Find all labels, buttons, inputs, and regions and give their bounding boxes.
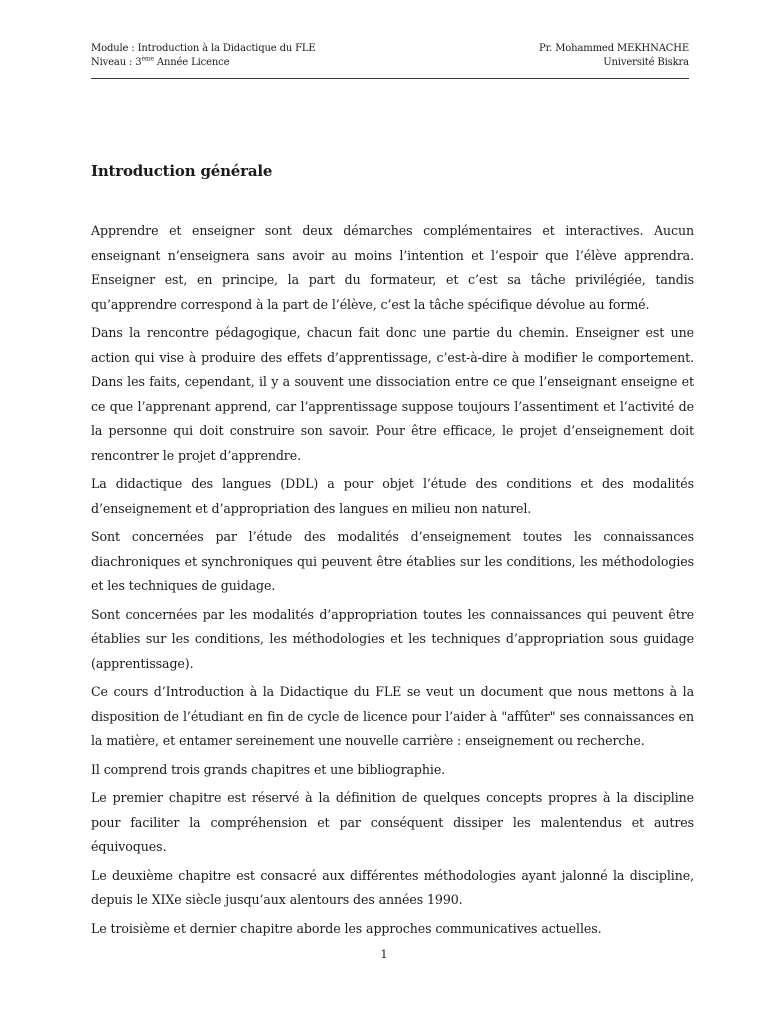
page-number: 1 <box>380 948 388 961</box>
level-superscript: ème <box>141 55 154 63</box>
author-name: Pr. Mohammed MEKHNACHE <box>539 43 689 54</box>
university-name: Université Biskra <box>603 57 689 68</box>
header-divider <box>91 78 689 79</box>
page-header <box>91 42 689 70</box>
paragraph: Ce cours d’Introduction à la Didactique du FLE se veut un document que nous mettons à la disposition de l’étudiant en fin de cycle de licence pour l’aider à "affûter" ses connaissances en la matière, et entamer sereinement une nouvelle carrière : enseignement ou recherche. <box>91 684 694 748</box>
level-label <box>91 56 229 70</box>
header-row-1 <box>91 42 689 56</box>
paragraph: Le troisième et dernier chapitre aborde les approches communicatives actuelles. <box>91 920 602 936</box>
level-suffix: Année Licence <box>153 57 230 68</box>
level-prefix: Niveau : 3 <box>91 57 142 68</box>
paragraph: Dans la rencontre pédagogique, chacun fait donc une partie du chemin. Enseigner est une action qui vise à produire des effets d’apprentissage, c’est-à-dire à modifier le comportement. Dans les faits, cependant, il y a souvent une dissociation entre ce que l’enseignant enseigne et ce que l’apprenant apprend, car l’apprentissage suppose toujours l’assentiment et l’activité de la personne qui doit construire son savoir. Pour être efficace, le projet d’enseignement doit rencontrer le projet d’apprendre. <box>91 325 694 463</box>
paragraph: Sont concernées par les modalités d’appropriation toutes les connaissances qui peuvent être établies sur les conditions, les méthodologies et les techniques d’appropriation sous guidage (apprentissage). <box>91 606 694 671</box>
body-text <box>91 219 694 945</box>
paragraph: Il comprend trois grands chapitres et une bibliographie. <box>91 761 446 777</box>
module-label: Module : Introduction à la Didactique du FLE <box>91 43 316 54</box>
paragraph: Sont concernées par l’étude des modalités d’enseignement toutes les connaissances diachroniques et synchroniques qui peuvent être établies sur les conditions, les méthodologies et les techniques de guidage. <box>91 529 694 593</box>
paragraph: Le premier chapitre est réservé à la définition de quelques concepts propres à la discipline pour faciliter la compréhension et par conséquent dissiper les malentendus et autres équivoques. <box>91 790 694 854</box>
header-row-2 <box>91 56 689 70</box>
paragraph: Apprendre et enseigner sont deux démarches complémentaires et interactives. Aucun enseignant n’enseignera sans avoir au moins l’intention et l’espoir que l’élève apprendra. Enseigner est, en principe, la part du formateur, et c’est sa tâche privilégiée, tandis qu’apprendre correspond à la part de l’élève, c’est la tâche spécifique dévolue au formé. <box>91 223 694 312</box>
section-title: Introduction générale <box>91 162 273 180</box>
paragraph: Le deuxième chapitre est consacré aux différentes méthodologies ayant jalonné la discipline, depuis le XIXe siècle jusqu’aux alentours des années 1990. <box>91 867 694 907</box>
paragraph: La didactique des langues (DDL) a pour objet l’étude des conditions et des modalités d’enseignement et d’appropriation des langues en milieu non naturel. <box>91 476 694 516</box>
